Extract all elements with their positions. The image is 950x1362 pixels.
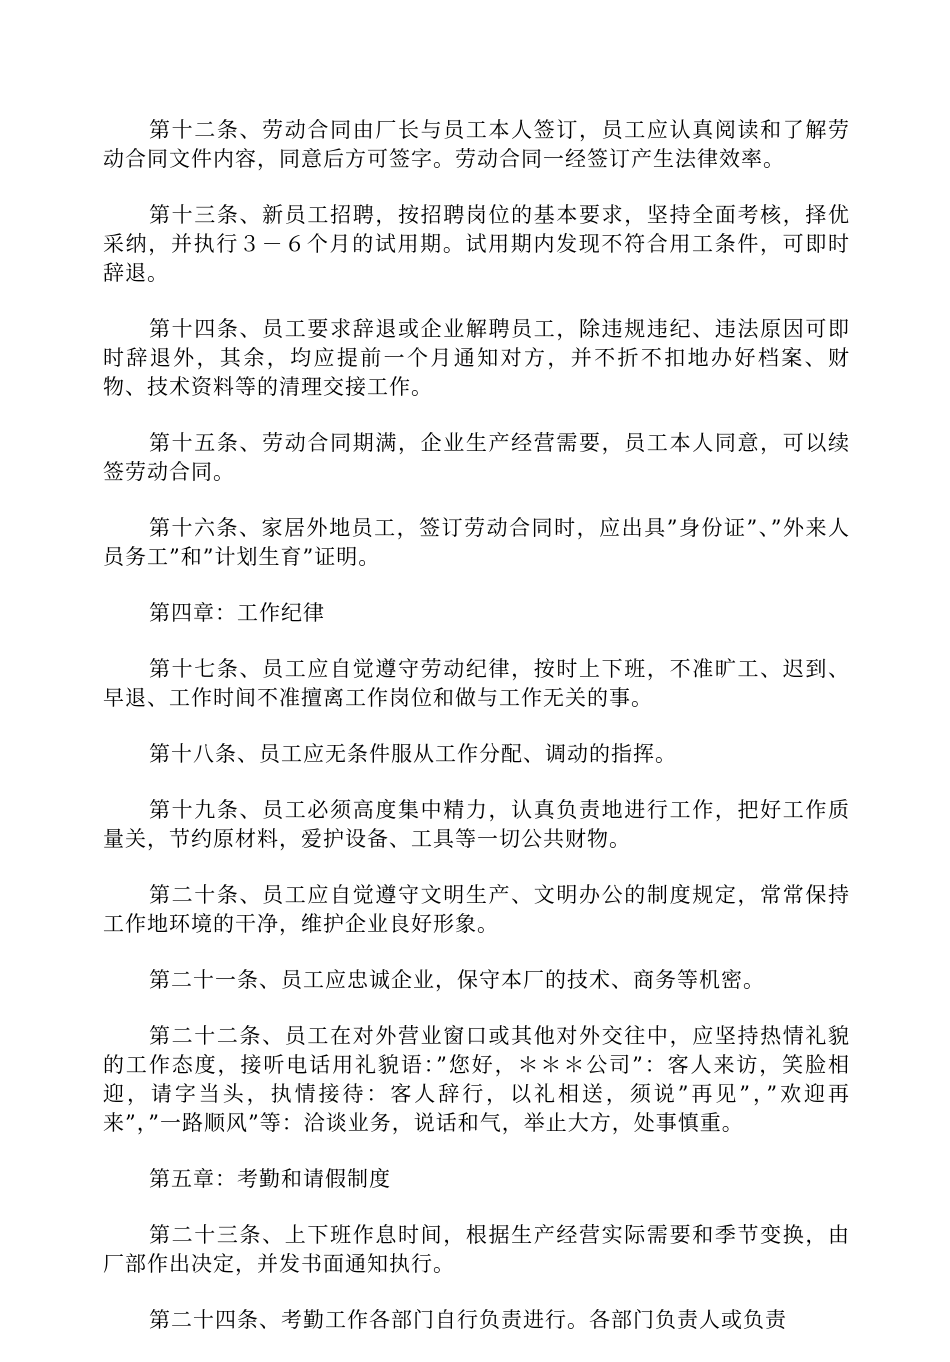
article-21: 第二十一条、员工应忠诚企业，保守本厂的技术、商务等机密。 [149, 968, 765, 992]
article-18: 第十八条、员工应无条件服从工作分配、调动的指挥。 [149, 742, 677, 766]
article-12: 第十二条、劳动合同由厂长与员工本人签订，员工应认真阅读和了解劳动合同文件内容，同意后方可签字。劳动合同一经签订产生法律效率。 [103, 118, 850, 171]
chapter-5-heading: 第五章：考勤和请假制度 [149, 1167, 391, 1191]
article-23: 第二十三条、上下班作息时间，根据生产经营实际需要和季节变换，由厂部作出决定，并发书面通知执行。 [103, 1223, 850, 1276]
article-19: 第十九条、员工必须高度集中精力，认真负责地进行工作，把好工作质量关，节约原材料，爱护设备、工具等一切公共财物。 [103, 798, 850, 851]
chapter-4-heading: 第四章：工作纪律 [149, 601, 325, 625]
article-24: 第二十四条、考勤工作各部门自行负责进行。各部门负责人或负责 [149, 1308, 787, 1332]
article-20: 第二十条、员工应自觉遵守文明生产、文明办公的制度规定，常常保持工作地环境的干净，维护企业良好形象。 [103, 883, 850, 936]
article-15: 第十五条、劳动合同期满，企业生产经营需要，员工本人同意，可以续签劳动合同。 [103, 431, 850, 484]
article-22: 第二十二条、员工在对外营业窗口或其他对外交往中，应坚持热情礼貌的工作态度，接听电话用礼貌语：”您好，＊＊＊公司”：客人来访，笑脸相迎，请字当头，执情接待：客人辞行，以礼相送，须说”再见”，”欢迎再来”，”一路顺风”等：洽谈业务，说话和气，举止大方，处事慎重。 [103, 1024, 850, 1135]
article-16: 第十六条、家居外地员工，签订劳动合同时，应出具”身份证”、”外来人员务工”和”计划生育”证明。 [103, 516, 850, 569]
article-14: 第十四条、员工要求辞退或企业解聘员工，除违规违纪、违法原因可即时辞退外，其余，均应提前一个月通知对方，并不折不扣地办好档案、财物、技术资料等的清理交接工作。 [103, 317, 850, 399]
article-13: 第十三条、新员工招聘，按招聘岗位的基本要求，坚持全面考核，择优采纳，并执行３－６个月的试用期。试用期内发现不符合用工条件，可即时辞退。 [103, 203, 850, 285]
article-17: 第十七条、员工应自觉遵守劳动纪律，按时上下班，不准旷工、迟到、早退、工作时间不准擅离工作岗位和做与工作无关的事。 [103, 657, 850, 710]
document-page [103, 116, 850, 1362]
